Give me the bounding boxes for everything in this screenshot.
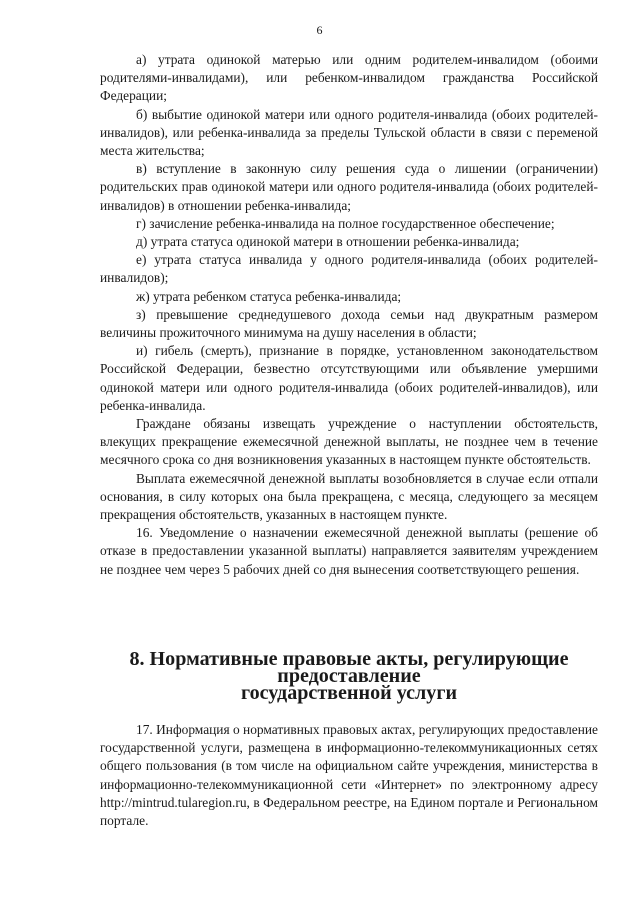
paragraph-citizens-obligation: Граждане обязаны извещать учреждение о наступлении обстоятельств, влекущих прекращение ежемесячной денежной выплаты, не позднее чем в течение месячного срока со дня возникновения указанных в настоящем пункте обстоятельств. bbox=[100, 416, 598, 468]
page-number: 6 bbox=[316, 23, 323, 37]
paragraph-e: е) утрата статуса инвалида у одного родителя-инвалида (обоих родителей-инвалидов); bbox=[100, 252, 598, 286]
paragraph-16-notification: 16. Уведомление о назначении ежемесячной денежной выплаты (решение об отказе в предоставлении указанной выплаты) направляется заявителям учреждением не позднее чем через 5 рабочих дней со дня вынесения соответствующего решения. bbox=[100, 525, 598, 577]
section-heading-line-2: государственной услуги bbox=[240, 682, 458, 704]
section-8-body bbox=[100, 721, 598, 830]
paragraph-b: б) выбытие одинокой матери или одного родителя-инвалида (обоих родителей-инвалидов), или ребенка-инвалида за пределы Тульской области в связи с переменой места жительства; bbox=[100, 106, 598, 159]
paragraph-a: а) утрата одинокой матерью или одним родителем-инвалидом (обоими родителями-инвалидами), или ребенком-инвалидом гражданства Российской Федерации; bbox=[100, 52, 598, 104]
paragraph-i: и) гибель (смерть), признание в порядке, установленном законодательством Российской Федерации, безвестно отсутствующими или объявление умершими одинокой матери или одного родителя-инвалида (обоих родителей-инвалидов), или ребенка-инвалида. bbox=[100, 343, 598, 413]
paragraph-payment-resumption: Выплата ежемесячной денежной выплаты возобновляется в случае если отпали основания, в силу которых она была прекращена, с месяца, следующего за месяцем прекращения обстоятельств, указанных в настоящем пункте. bbox=[100, 470, 598, 523]
paragraph-v: в) вступление в законную силу решения суда о лишении (ограничении) родительских прав одинокой матери или одного родителя-инвалида (обоих родителей-инвалидов) в отношении ребенка-инвалида; bbox=[100, 161, 598, 213]
paragraph-g: г) зачисление ребенка-инвалида на полное государственное обеспечение; bbox=[136, 215, 555, 231]
section-heading bbox=[100, 648, 598, 704]
paragraph-zh: ж) утрата ребенком статуса ребенка-инвалида; bbox=[136, 288, 402, 304]
benefit-termination-list bbox=[100, 51, 598, 579]
paragraph-d: д) утрата статуса одинокой матери в отношении ребенка-инвалида; bbox=[136, 234, 520, 250]
paragraph-z: з) превышение среднедушевого дохода семьи над двукратным размером величины прожиточного минимума на душу населения в области; bbox=[100, 306, 598, 341]
paragraph-17-legal-acts: 17. Информация о нормативных правовых актах, регулирующих предоставление государственной услуги, размещена в информационно-телекоммуникационных сетях общего пользования (в том числе на официальном сайте учреждения, министерства в информационно-телекоммуникационной сети «Интернет» по электронному адресу http://mintrud.tularegion.ru, в Федеральном реестре, на Едином портале и Региональном портале. bbox=[100, 722, 598, 829]
section-heading-line-1: 8. Нормативные правовые акты, регулирующие предоставление bbox=[129, 648, 569, 687]
